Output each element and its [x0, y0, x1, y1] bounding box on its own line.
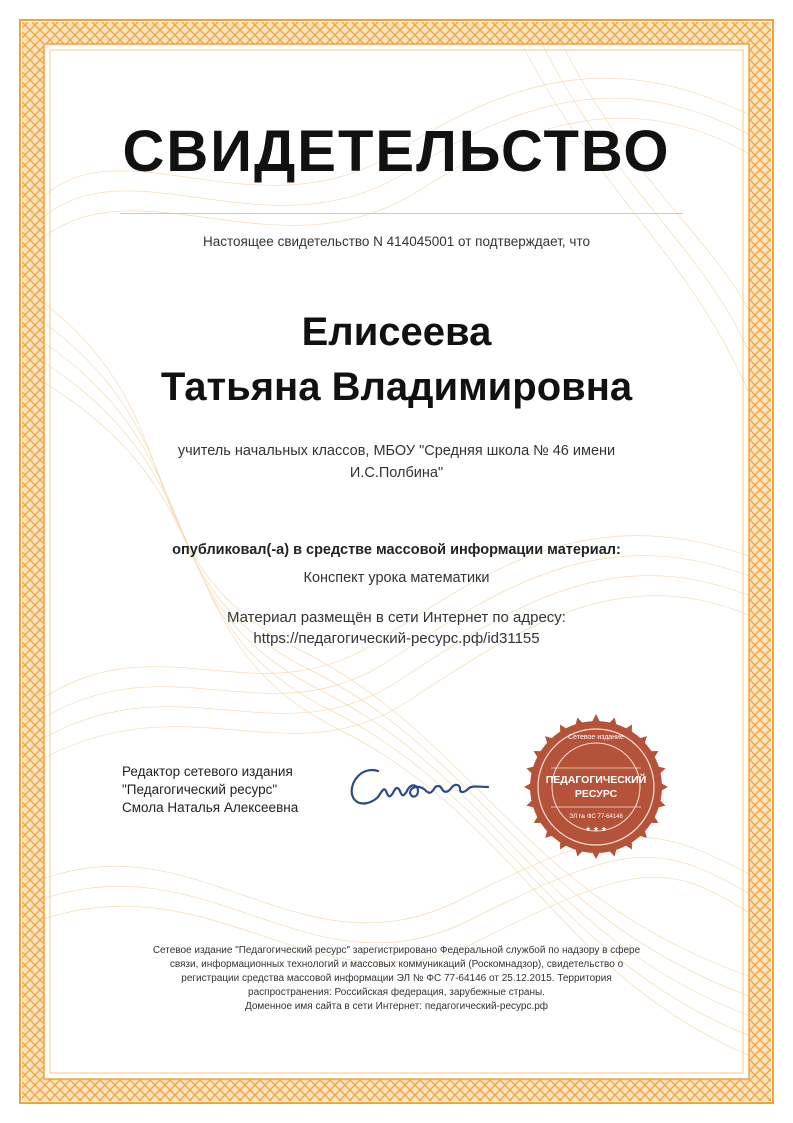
editor-name: Смола Наталья Алексеевна [122, 800, 299, 815]
material-title: Конспект урока математики [303, 570, 490, 586]
material-url: https://педагогический-ресурс.рф/id31155 [253, 630, 540, 647]
footer-line: регистрации средства массовой информации ЭЛ № ФС 77-64146 от 25.12.2015. Территория [181, 973, 612, 984]
seal-stars: ★ ★ ★ [585, 825, 607, 833]
seal-top-text: Сетевое издание [568, 734, 624, 741]
footer-line: Сетевое издание "Педагогический ресурс" зарегистрировано Федеральной службой по надзору в сфере [152, 945, 641, 956]
title-divider [120, 213, 683, 214]
editor-block [122, 763, 352, 817]
editor-signature [338, 757, 498, 817]
footer-line: связи, информационных технологий и массовых коммуникаций (Роскомнадзор), свидетельство о [169, 959, 624, 970]
seal-main-line2: РЕСУРС [574, 788, 618, 800]
recipient-position: учитель начальных классов, МБОУ "Средняя школа № 46 имени И.С.Полбина" [177, 443, 616, 481]
recipient-surname: Елисеева [301, 310, 492, 354]
certificate-intro: Настоящее свидетельство N 414045001 от подтверждает, что [202, 234, 591, 249]
placement-info [0, 607, 793, 649]
editor-publication: "Педагогический ресурс" [122, 782, 278, 797]
recipient-given-names: Татьяна Владимировна [160, 365, 633, 409]
seal-main-line1: ПЕДАГОГИЧЕСКИЙ [545, 774, 647, 786]
placement-label: Материал размещён в сети Интернет по адресу: [227, 609, 566, 626]
registration-footer [110, 944, 683, 1014]
published-label: опубликовал(-а) в средстве массовой информации материал: [172, 542, 621, 558]
footer-line: Доменное имя сайта в сети Интернет: педагогический-ресурс.рф [244, 1001, 549, 1012]
seal-reg-text: ЭЛ № ФС 77-64146 [569, 814, 623, 820]
recipient-name [0, 305, 793, 415]
certificate-title: СВИДЕТЕЛЬСТВО [122, 119, 671, 184]
footer-line: распространения: Российская федерация, зарубежные страны. [248, 987, 545, 998]
publication-seal [521, 712, 671, 862]
editor-role: Редактор сетевого издания [122, 764, 293, 779]
